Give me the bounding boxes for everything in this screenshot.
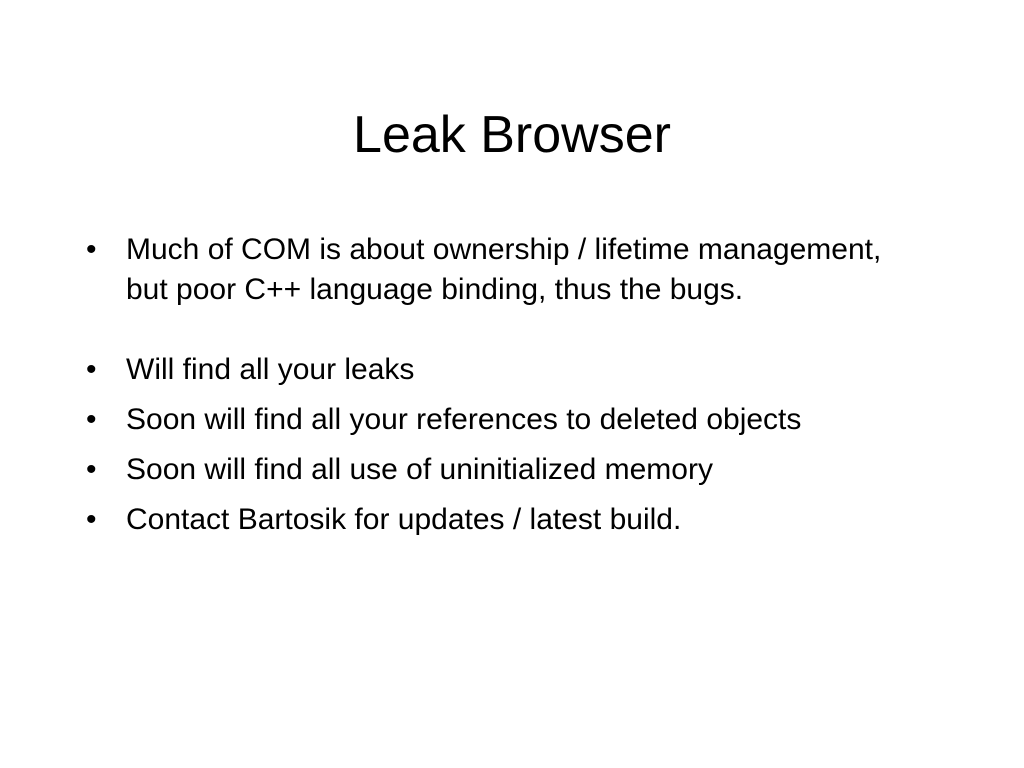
bullet-marker: • [86,453,97,486]
bullet-marker: • [86,403,97,436]
bullet-text: Soon will find all your references to deleted objects [126,403,802,436]
bullet-marker: • [86,353,97,386]
bullet-item-3 [80,400,920,440]
bullet-list [80,230,920,550]
bullet-item-2 [80,350,920,390]
bullet-item-1 [80,230,920,310]
bullet-marker: • [86,233,97,266]
bullet-marker: • [86,503,97,536]
bullet-text: Soon will find all use of uninitialized memory [126,453,713,486]
bullet-text: Contact Bartosik for updates / latest build. [126,503,682,536]
slide-title: Leak Browser [353,106,671,164]
bullet-item-5 [80,500,920,540]
bullet-text: Much of COM is about ownership / lifetime management, but poor C++ language binding, thus the bugs. [126,233,882,306]
bullet-item-4 [80,450,920,490]
bullet-text: Will find all your leaks [126,353,415,386]
